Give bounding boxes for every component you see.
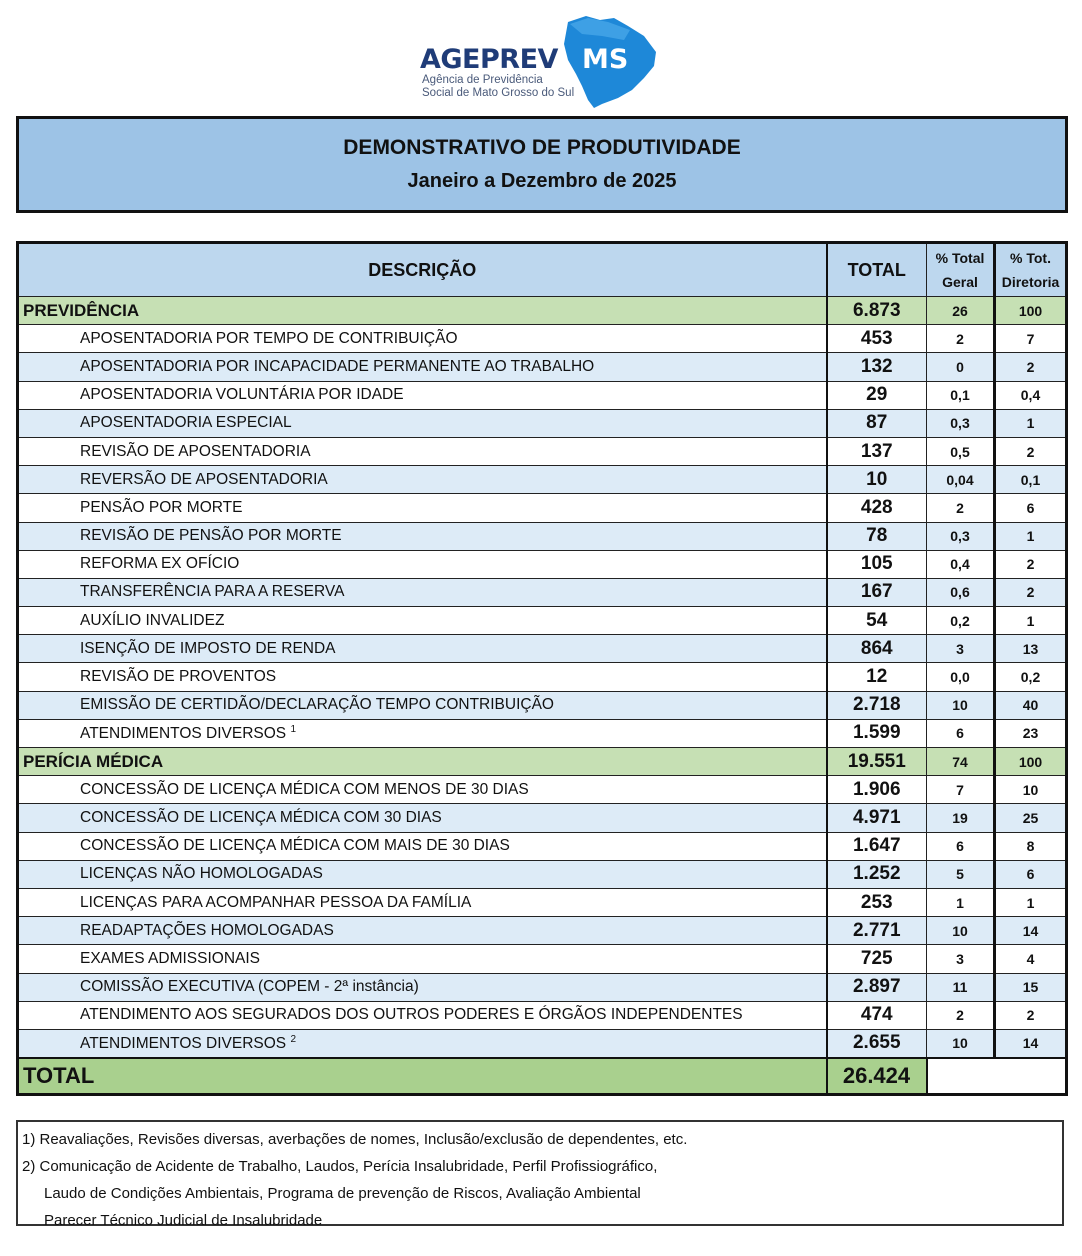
- table-row: [18, 663, 1067, 691]
- table-row: [18, 832, 1067, 860]
- row-total: 1.599: [827, 719, 927, 747]
- logo-brand-text: AGEPREV: [420, 44, 558, 75]
- row-pct-diretoria: 0,1: [995, 466, 1067, 494]
- table-header-row: [18, 243, 1067, 297]
- row-total: 1.252: [827, 860, 927, 888]
- row-pct-diretoria: 1: [995, 888, 1067, 916]
- row-total: 253: [827, 888, 927, 916]
- row-description: [18, 1029, 827, 1058]
- row-description: APOSENTADORIA ESPECIAL: [18, 409, 827, 437]
- row-description: TRANSFERÊNCIA PARA A RESERVA: [18, 578, 827, 606]
- row-description: CONCESSÃO DE LICENÇA MÉDICA COM 30 DIAS: [18, 804, 827, 832]
- grand-total-row: [18, 1058, 1067, 1095]
- row-total: 4.971: [827, 804, 927, 832]
- row-pct-diretoria: 1: [995, 522, 1067, 550]
- row-total: 2.771: [827, 917, 927, 945]
- row-description: PENSÃO POR MORTE: [18, 494, 827, 522]
- row-pct-diretoria: 14: [995, 1029, 1067, 1058]
- row-total: 137: [827, 437, 927, 465]
- row-total: 105: [827, 550, 927, 578]
- table-row: [18, 466, 1067, 494]
- row-pct-diretoria: 13: [995, 635, 1067, 663]
- row-description: COMISSÃO EXECUTIVA (COPEM - 2ª instância): [18, 973, 827, 1001]
- row-pct-geral: 0,04: [927, 466, 995, 494]
- row-pct-diretoria: 8: [995, 832, 1067, 860]
- section-pct-geral: 74: [927, 748, 995, 776]
- footnotes-box: [16, 1120, 1064, 1229]
- row-total: 167: [827, 578, 927, 606]
- section-row-previdencia: [18, 297, 1067, 325]
- row-total: 54: [827, 607, 927, 635]
- row-pct-diretoria: 2: [995, 550, 1067, 578]
- row-pct-diretoria: 2: [995, 353, 1067, 381]
- column-header-pct-tot-diretoria: [995, 243, 1067, 297]
- table-row: [18, 409, 1067, 437]
- row-pct-geral: 5: [927, 860, 995, 888]
- row-total: 1.647: [827, 832, 927, 860]
- footnote-2: 2) Comunicação de Acidente de Trabalho, Laudos, Perícia Insalubridade, Perfil Profissiográfico,: [22, 1158, 658, 1175]
- row-total: 725: [827, 945, 927, 973]
- row-pct-diretoria: 1: [995, 409, 1067, 437]
- row-pct-geral: 2: [927, 1001, 995, 1029]
- row-pct-geral: 3: [927, 945, 995, 973]
- row-pct-diretoria: 6: [995, 860, 1067, 888]
- row-pct-diretoria: 7: [995, 325, 1067, 353]
- report-period: Janeiro a Dezembro de 2025: [407, 170, 677, 192]
- footnote-2-continued-2: Parecer Técnico Judicial de Insalubridade: [44, 1212, 323, 1229]
- productivity-table: [16, 241, 1068, 1096]
- row-total: 10: [827, 466, 927, 494]
- row-pct-geral: 2: [927, 494, 995, 522]
- row-description: LICENÇAS PARA ACOMPANHAR PESSOA DA FAMÍLIA: [18, 888, 827, 916]
- row-pct-geral: 6: [927, 719, 995, 747]
- table-row: [18, 550, 1067, 578]
- column-header-pct-total-geral-l2: Geral: [942, 274, 978, 290]
- row-total: 29: [827, 381, 927, 409]
- row-total: 12: [827, 663, 927, 691]
- row-description: REVISÃO DE APOSENTADORIA: [18, 437, 827, 465]
- section-pct-diretoria: 100: [995, 748, 1067, 776]
- row-description: REFORMA EX OFÍCIO: [18, 550, 827, 578]
- row-pct-geral: 0,5: [927, 437, 995, 465]
- grand-total-empty-cell: [927, 1058, 1067, 1095]
- row-pct-geral: 0,6: [927, 578, 995, 606]
- table-row: [18, 1001, 1067, 1029]
- table-row: [18, 578, 1067, 606]
- column-header-pct-tot-diretoria-l2: Diretoria: [1001, 274, 1060, 290]
- row-description: REVERSÃO DE APOSENTADORIA: [18, 466, 827, 494]
- row-description: EXAMES ADMISSIONAIS: [18, 945, 827, 973]
- row-pct-geral: 0,2: [927, 607, 995, 635]
- row-description: APOSENTADORIA VOLUNTÁRIA POR IDADE: [18, 381, 827, 409]
- table-row: [18, 353, 1067, 381]
- row-description-text: ATENDIMENTOS DIVERSOS: [80, 724, 287, 742]
- row-total: 2.655: [827, 1029, 927, 1058]
- row-total: 474: [827, 1001, 927, 1029]
- footnote-1: 1) Reavaliações, Revisões diversas, averbações de nomes, Inclusão/exclusão de dependentes, etc.: [22, 1131, 688, 1148]
- section-total: 6.873: [827, 297, 927, 325]
- row-pct-diretoria: 25: [995, 804, 1067, 832]
- row-pct-geral: 0,3: [927, 409, 995, 437]
- row-pct-diretoria: 40: [995, 691, 1067, 719]
- table-row: [18, 776, 1067, 804]
- table-row: [18, 719, 1067, 747]
- row-pct-geral: 0,3: [927, 522, 995, 550]
- row-pct-geral: 10: [927, 1029, 995, 1058]
- row-pct-diretoria: 1: [995, 607, 1067, 635]
- row-total: 2.718: [827, 691, 927, 719]
- report-title-box: [16, 116, 1068, 213]
- row-description: LICENÇAS NÃO HOMOLOGADAS: [18, 860, 827, 888]
- section-name: PERÍCIA MÉDICA: [18, 748, 827, 776]
- table-row: [18, 917, 1067, 945]
- row-pct-diretoria: 2: [995, 578, 1067, 606]
- row-pct-diretoria: 14: [995, 917, 1067, 945]
- table-row: [18, 860, 1067, 888]
- row-pct-geral: 3: [927, 635, 995, 663]
- grand-total-label: TOTAL: [18, 1058, 827, 1095]
- row-pct-geral: 0: [927, 353, 995, 381]
- row-total: 87: [827, 409, 927, 437]
- row-description: APOSENTADORIA POR INCAPACIDADE PERMANENTE AO TRABALHO: [18, 353, 827, 381]
- table-row: [18, 691, 1067, 719]
- row-description: [18, 719, 827, 747]
- row-total: 78: [827, 522, 927, 550]
- table-row: [18, 522, 1067, 550]
- row-pct-geral: 1: [927, 888, 995, 916]
- table-row: [18, 381, 1067, 409]
- table-row: [18, 888, 1067, 916]
- table-row: [18, 804, 1067, 832]
- section-name: PREVIDÊNCIA: [18, 297, 827, 325]
- footnote-2-continued: Laudo de Condições Ambientais, Programa de prevenção de Riscos, Avaliação Ambiental: [44, 1185, 641, 1202]
- row-total: 428: [827, 494, 927, 522]
- row-total: 453: [827, 325, 927, 353]
- row-total: 2.897: [827, 973, 927, 1001]
- row-total: 132: [827, 353, 927, 381]
- row-description: CONCESSÃO DE LICENÇA MÉDICA COM MENOS DE 30 DIAS: [18, 776, 827, 804]
- row-pct-diretoria: 0,2: [995, 663, 1067, 691]
- section-pct-geral: 26: [927, 297, 995, 325]
- row-pct-diretoria: 0,4: [995, 381, 1067, 409]
- row-pct-diretoria: 2: [995, 1001, 1067, 1029]
- row-pct-diretoria: 15: [995, 973, 1067, 1001]
- column-header-pct-tot-diretoria-l1: % Tot.: [1010, 250, 1051, 266]
- row-pct-diretoria: 2: [995, 437, 1067, 465]
- section-pct-diretoria: 100: [995, 297, 1067, 325]
- row-pct-geral: 10: [927, 691, 995, 719]
- column-header-pct-total-geral-l1: % Total: [935, 250, 985, 266]
- column-header-total: TOTAL: [827, 243, 927, 297]
- row-pct-geral: 6: [927, 832, 995, 860]
- column-header-description: DESCRIÇÃO: [18, 243, 827, 297]
- table-row: [18, 437, 1067, 465]
- row-description: ISENÇÃO DE IMPOSTO DE RENDA: [18, 635, 827, 663]
- table-row: [18, 325, 1067, 353]
- row-pct-geral: 0,1: [927, 381, 995, 409]
- logo-subtitle-line1: Agência de Previdência: [422, 74, 543, 86]
- table-row: [18, 1029, 1067, 1058]
- row-description: AUXÍLIO INVALIDEZ: [18, 607, 827, 635]
- column-header-pct-total-geral: [927, 243, 995, 297]
- table-row: [18, 607, 1067, 635]
- footnote-marker: 1: [290, 723, 296, 735]
- row-description: EMISSÃO DE CERTIDÃO/DECLARAÇÃO TEMPO CONTRIBUIÇÃO: [18, 691, 827, 719]
- row-description: REVISÃO DE PROVENTOS: [18, 663, 827, 691]
- row-pct-diretoria: 10: [995, 776, 1067, 804]
- table-row: [18, 945, 1067, 973]
- table-row: [18, 973, 1067, 1001]
- footnote-marker: 2: [290, 1033, 296, 1045]
- row-total: 1.906: [827, 776, 927, 804]
- row-pct-geral: 10: [927, 917, 995, 945]
- section-row-pericia-medica: [18, 748, 1067, 776]
- row-description: CONCESSÃO DE LICENÇA MÉDICA COM MAIS DE 30 DIAS: [18, 832, 827, 860]
- row-pct-diretoria: 23: [995, 719, 1067, 747]
- row-description: REVISÃO DE PENSÃO POR MORTE: [18, 522, 827, 550]
- logo-ms-text: MS: [582, 44, 629, 75]
- table-row: [18, 635, 1067, 663]
- row-pct-geral: 19: [927, 804, 995, 832]
- table-row: [18, 494, 1067, 522]
- row-description: ATENDIMENTO AOS SEGURADOS DOS OUTROS PODERES E ÓRGÃOS INDEPENDENTES: [18, 1001, 827, 1029]
- grand-total-value: 26.424: [827, 1058, 927, 1095]
- row-pct-geral: 11: [927, 973, 995, 1001]
- logo-subtitle-line2: Social de Mato Grosso do Sul: [422, 87, 575, 99]
- row-total: 864: [827, 635, 927, 663]
- row-pct-diretoria: 4: [995, 945, 1067, 973]
- report-title: DEMONSTRATIVO DE PRODUTIVIDADE: [343, 136, 741, 159]
- row-description: READAPTAÇÕES HOMOLOGADAS: [18, 917, 827, 945]
- row-description: APOSENTADORIA POR TEMPO DE CONTRIBUIÇÃO: [18, 325, 827, 353]
- ageprev-logo: [418, 14, 668, 110]
- row-pct-geral: 2: [927, 325, 995, 353]
- row-pct-diretoria: 6: [995, 494, 1067, 522]
- row-pct-geral: 0,0: [927, 663, 995, 691]
- row-description-text: ATENDIMENTOS DIVERSOS: [80, 1035, 287, 1053]
- row-pct-geral: 0,4: [927, 550, 995, 578]
- row-pct-geral: 7: [927, 776, 995, 804]
- section-total: 19.551: [827, 748, 927, 776]
